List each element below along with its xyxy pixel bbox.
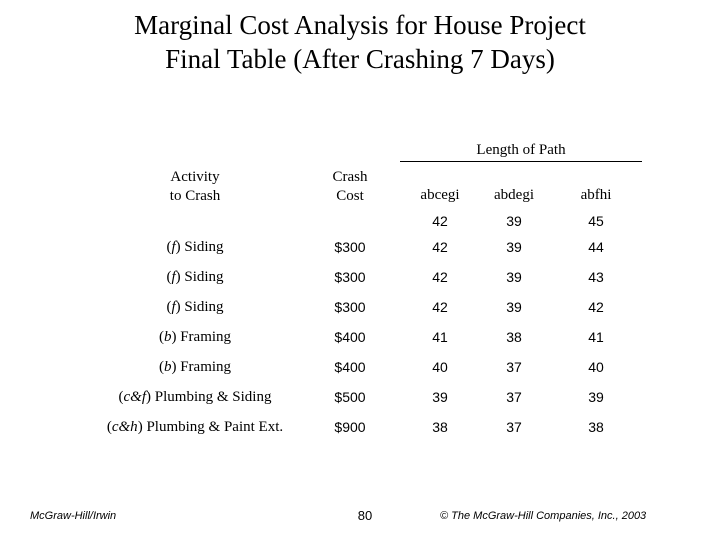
footer-copyright: © The McGraw-Hill Companies, Inc., 2003 [440, 510, 647, 522]
footer-publisher: McGraw-Hill/Irwin [30, 510, 117, 522]
length-abdegi-cell: 37 [506, 359, 522, 375]
crash-cost-cell: $400 [334, 329, 366, 345]
length-abcegi-cell: 42 [432, 299, 448, 315]
length-abcegi-cell: 40 [432, 359, 448, 375]
activity-name: Siding [184, 269, 224, 285]
length-abdegi-cell: 39 [506, 299, 522, 315]
length-abfhi-cell: 39 [588, 389, 604, 405]
path-header-abdegi: abdegi [494, 187, 534, 203]
activity-code: f [171, 299, 176, 315]
length-abfhi-cell: 38 [588, 419, 604, 435]
length-abcegi-cell: 42 [432, 269, 448, 285]
crash-cost-header-line-1: Crash [332, 169, 368, 185]
length-abdegi-cell: 39 [506, 269, 522, 285]
length-abcegi-cell: 41 [432, 329, 448, 345]
activity-cell: (f) Siding [166, 239, 224, 255]
activity-header-line-2: to Crash [169, 188, 221, 204]
path-header-abcegi: abcegi [420, 187, 460, 203]
length-abdegi-cell: 39 [506, 239, 522, 255]
crash-cost-cell: $400 [334, 359, 366, 375]
activity-name: Framing [180, 329, 232, 345]
activity-code: f [171, 239, 176, 255]
length-abfhi-cell: 44 [588, 239, 604, 255]
crash-cost-header-line-2: Cost [336, 188, 364, 204]
slide-title-line-1: Marginal Cost Analysis for House Project [134, 10, 586, 40]
length-abfhi-cell: 43 [588, 269, 604, 285]
initial-length-abdegi: 39 [506, 213, 522, 229]
crash-cost-cell: $300 [334, 239, 366, 255]
activity-cell: (b) Framing [158, 359, 232, 375]
length-abdegi-cell: 37 [506, 419, 522, 435]
length-of-path-header: Length of Path [476, 142, 566, 158]
initial-length-abfhi: 45 [588, 213, 604, 229]
activity-code: b [163, 359, 172, 375]
length-abcegi-cell: 38 [432, 419, 448, 435]
length-of-path-rule [400, 161, 642, 162]
activity-name: Siding [184, 299, 224, 315]
activity-code: c&f [123, 389, 147, 405]
initial-length-abcegi: 42 [432, 213, 448, 229]
length-abdegi-cell: 37 [506, 389, 522, 405]
crash-cost-cell: $300 [334, 269, 366, 285]
length-abcegi-cell: 39 [432, 389, 448, 405]
length-abfhi-cell: 40 [588, 359, 604, 375]
activity-cell: (c&h) Plumbing & Paint Ext. [106, 419, 284, 435]
activity-code: c&h [111, 419, 138, 435]
activity-cell: (f) Siding [166, 299, 224, 315]
activity-name: Plumbing & Siding [154, 389, 272, 405]
activity-cell: (c&f) Plumbing & Siding [118, 389, 272, 405]
activity-code: f [171, 269, 176, 285]
slide-title-line-2: Final Table (After Crashing 7 Days) [165, 44, 555, 74]
activity-name: Plumbing & Paint Ext. [146, 419, 284, 435]
activity-name: Siding [184, 239, 224, 255]
activity-cell: (b) Framing [158, 329, 232, 345]
length-abcegi-cell: 42 [432, 239, 448, 255]
path-header-abfhi: abfhi [580, 187, 612, 203]
length-abdegi-cell: 38 [506, 329, 522, 345]
crash-cost-cell: $300 [334, 299, 366, 315]
activity-code: b [163, 329, 172, 345]
crash-cost-cell: $500 [334, 389, 366, 405]
activity-cell: (f) Siding [166, 269, 224, 285]
activity-header-line-1: Activity [170, 169, 220, 185]
activity-name: Framing [180, 359, 232, 375]
length-abfhi-cell: 42 [588, 299, 604, 315]
length-abfhi-cell: 41 [588, 329, 604, 345]
crash-cost-cell: $900 [334, 419, 366, 435]
footer-page-number: 80 [357, 508, 373, 523]
